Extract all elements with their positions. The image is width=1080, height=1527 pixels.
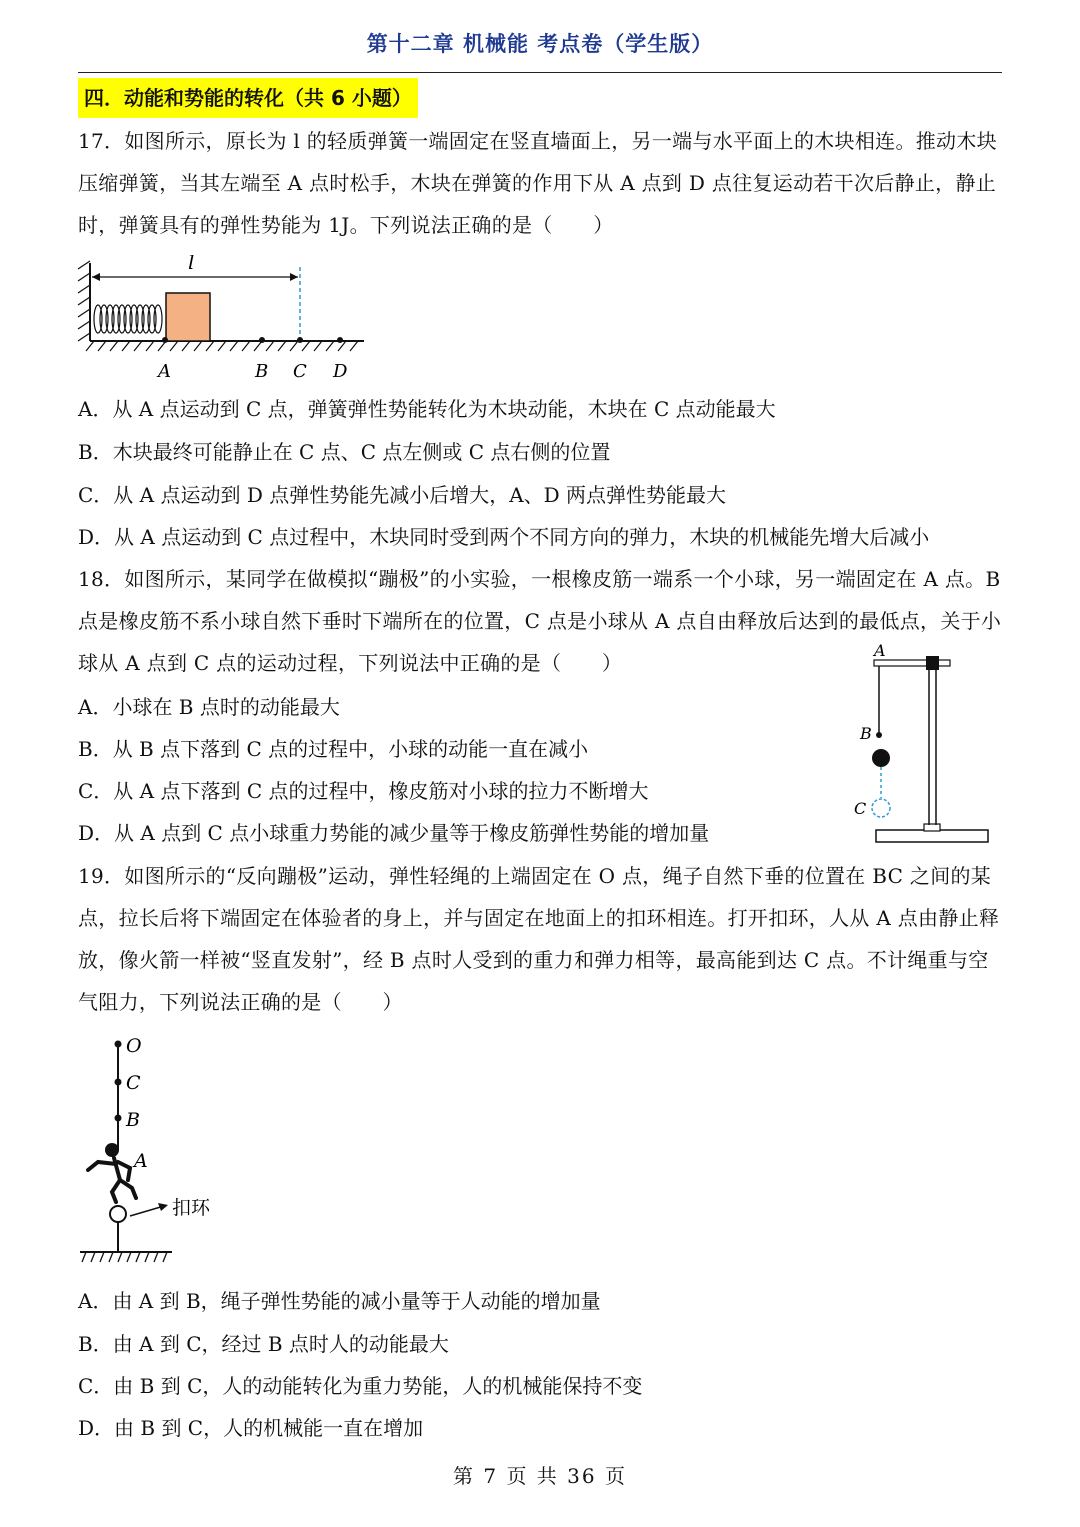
- ball: [872, 749, 890, 767]
- wall-hatch: [78, 261, 90, 341]
- page-footer: 第 7 页 共 36 页: [453, 1464, 627, 1488]
- q19-stem: 19．如图所示的“反向蹦极”运动，弹性轻绳的上端固定在 O 点，绳子自然下垂的位置在 BC 之间的某点，拉长后将下端固定在体验者的身上，并与固定在地面上的扣环相连。打开扣环，人从 A 点由静止释放，像火箭一样被“竖直发射”，经 B 点时人受到的重力和弹力相等，最高能到达 C 点。不计绳重与空气阻力，下列说法正确的是（ ）: [78, 864, 1000, 1014]
- q18-option-a[interactable]: A．小球在 B 点时的动能最大: [78, 695, 340, 719]
- label-c: C: [293, 361, 307, 382]
- point-b-dot: [876, 732, 882, 738]
- q17-option-d[interactable]: D．从 A 点运动到 C 点过程中，木块同时受到两个不同方向的弹力，木块的机械能先增大后减小: [78, 525, 930, 549]
- label-o: O: [126, 1035, 142, 1057]
- q19-option-b[interactable]: B．由 A 到 C，经过 B 点时人的动能最大: [78, 1332, 449, 1356]
- buckle-ring: [110, 1206, 126, 1222]
- point-c: [115, 1079, 122, 1086]
- q18-stem: 18．如图所示，某同学在做模拟“蹦极”的小实验，一根橡皮筋一端系一个小球，另一端固定在 A 点。B 点是橡皮筋不系小球自然下垂时下端所在的位置，C 点是小球从 A 点自由释放后达到的最低点，关于小球从 A 点到 C 点的运动过程，下列说法中正确的是（ ）: [78, 567, 1002, 675]
- q19-option-a[interactable]: A．由 A 到 B，绳子弹性势能的减小量等于人动能的增加量: [78, 1289, 601, 1313]
- q18-bungee-figure: [850, 640, 1000, 850]
- q19-option-c[interactable]: C．由 B 到 C，人的动能转化为重力势能，人的机械能保持不变: [78, 1374, 643, 1398]
- q17-option-b[interactable]: B．木块最终可能静止在 C 点、C 点左侧或 C 点右侧的位置: [78, 440, 611, 464]
- point-d: [337, 337, 343, 343]
- spring-coils: [94, 305, 162, 333]
- label-a: A: [874, 641, 886, 660]
- label-d: D: [333, 361, 348, 382]
- q17-option-c[interactable]: C．从 A 点运动到 D 点弹性势能先减小后增大，A、D 两点弹性势能最大: [78, 483, 727, 507]
- q18-option-b[interactable]: B．从 B 点下落到 C 点的过程中，小球的动能一直在减小: [78, 737, 589, 761]
- point-o: [115, 1041, 122, 1048]
- point-c: [297, 337, 303, 343]
- header-divider: [78, 72, 1002, 73]
- person-figure: [88, 1143, 136, 1202]
- ball-lowest-dashed: [872, 799, 890, 817]
- q17-spring-figure: [74, 255, 374, 385]
- stand-base: [876, 830, 988, 842]
- q19-option-d[interactable]: D．由 B 到 C，人的机械能一直在增加: [78, 1416, 424, 1440]
- label-c: C: [854, 799, 867, 818]
- q17-stem: 17．如图所示，原长为 l 的轻质弹簧一端固定在竖直墙面上，另一端与水平面上的木块相连。推动木块压缩弹簧，当其左端至 A 点时松手，木块在弹簧的作用下从 A 点到 D 点往复运动若干次后静止，静止时，弹簧具有的弹性势能为 1J。下列说法正确的是（ ）: [78, 129, 997, 237]
- buckle-label: 扣环: [172, 1197, 211, 1219]
- q18-option-c[interactable]: C．从 A 点下落到 C 点的过程中，橡皮筋对小球的拉力不断增大: [78, 779, 649, 803]
- section-title: 四．动能和势能的转化（共 6 小题）: [78, 78, 418, 118]
- point-b: [259, 337, 265, 343]
- length-label: l: [188, 255, 195, 274]
- label-b: B: [126, 1109, 140, 1131]
- label-a: A: [134, 1150, 148, 1172]
- q17-option-a[interactable]: A．从 A 点运动到 C 点，弹簧弹性势能转化为木块动能，木块在 C 点动能最大: [78, 397, 776, 421]
- clamp: [926, 656, 939, 670]
- ground-hatch: [86, 341, 358, 351]
- buckle-arrow: [130, 1206, 164, 1216]
- q18-option-d[interactable]: D．从 A 点到 C 点小球重力势能的减少量等于橡皮筋弹性势能的增加量: [78, 821, 710, 845]
- q19-reverse-bungee-figure: [76, 1030, 256, 1270]
- point-a: [162, 337, 168, 343]
- ground-hatch: [82, 1252, 167, 1262]
- stand-foot: [924, 824, 940, 831]
- label-b: B: [255, 361, 269, 382]
- point-b: [115, 1115, 122, 1122]
- label-a: A: [158, 361, 171, 382]
- label-b: B: [860, 724, 872, 743]
- page-header: 第十二章 机械能 考点卷（学生版）: [366, 32, 714, 56]
- wood-block: [166, 293, 210, 341]
- label-c: C: [126, 1072, 141, 1094]
